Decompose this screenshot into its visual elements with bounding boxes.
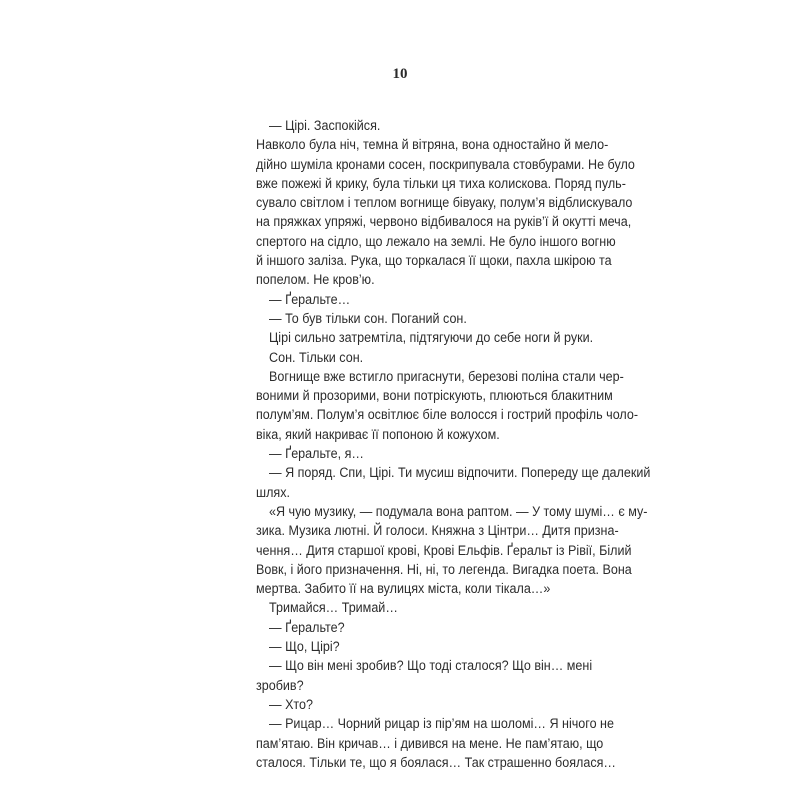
- text-line: мертва. Забито її на вулицях міста, коли тікала…»: [256, 581, 551, 597]
- text-line: й іншого заліза. Рука, що торкалася її щоки, пахла шкірою та: [256, 253, 612, 269]
- text-line: Вогнище вже встигло пригаснути, березові поліна стали чер-: [269, 368, 624, 384]
- text-line: зика. Музика лютні. Й голоси. Княжна з Цінтри… Дитя призна-: [256, 523, 619, 539]
- text-line: Тримайся… Тримай…: [269, 600, 398, 616]
- text-line: — Ґеральте?: [269, 619, 345, 635]
- text-line: пам’ятаю. Він кричав… і дивився на мене. Не пам’ятаю, що: [256, 735, 604, 751]
- text-line: — Хто?: [269, 696, 314, 712]
- text-line: дійно шуміла кронами сосен, поскрипувала стовбурами. Не було: [256, 156, 635, 172]
- text-line: шлях.: [256, 484, 290, 500]
- text-line: сувало світлом і теплом вогнище бівуаку, полум’я відблискувало: [256, 195, 633, 211]
- text-line: попелом. Не кров’ю.: [256, 272, 375, 288]
- text-line: Вовк, і його призначення. Ні, ні, то легенда. Вигадка поета. Вона: [256, 561, 632, 577]
- text-line: Сон. Тільки сон.: [269, 349, 364, 365]
- text-line: Цірі сильно затремтіла, підтягуючи до себе ноги й руки.: [269, 330, 594, 346]
- text-line: сталося. Тільки те, що я боялася… Так страшенно боялася…: [256, 754, 616, 770]
- text-line: віка, який накриває її попоною й кожухом.: [256, 426, 500, 442]
- text-line: на пряжках упряжі, червоно відбивалося на руків’ї й окутті меча,: [256, 214, 632, 230]
- text-line: — То був тільки сон. Поганий сон.: [269, 310, 467, 326]
- text-line: — Цірі. Заспокійся.: [269, 118, 381, 133]
- text-line: зробив?: [256, 677, 304, 693]
- body-text: [256, 116, 651, 772]
- text-line: воними й прозорими, вони потріскують, плюються блакитним: [256, 388, 613, 404]
- text-line: — Що, Цірі?: [269, 639, 340, 655]
- text-line: — Я поряд. Спи, Цірі. Ти мусиш відпочити. Попереду ще далекий: [269, 465, 651, 481]
- text-line: «Я чую музику, — подумала вона раптом. — У тому шумі… є му-: [269, 503, 648, 519]
- text-line: спертого на сідло, що лежало на землі. Не було іншого вогню: [256, 233, 616, 249]
- text-line: — Що він мені зробив? Що тоді сталося? Що він… мені: [269, 658, 593, 674]
- page-number: 10: [392, 66, 408, 82]
- text-line: полум’ям. Полум’я освітлює біле волосся і гострий профіль чоло-: [256, 407, 639, 423]
- text-line: Навколо була ніч, темна й вітряна, вона одностайно й мело-: [256, 137, 609, 153]
- text-line: — Ґеральте…: [269, 291, 351, 307]
- text-line: — Рицар… Чорний рицар із пір’ям на шоломі… Я нічого не: [269, 716, 614, 732]
- text-line: вже пожежі й крику, була тільки ця тиха колискова. Поряд пуль-: [256, 175, 626, 191]
- text-line: — Ґеральте, я…: [269, 446, 364, 462]
- text-line: чення… Дитя старшої крові, Крові Ельфів. Ґеральт із Рівії, Білий: [256, 542, 632, 558]
